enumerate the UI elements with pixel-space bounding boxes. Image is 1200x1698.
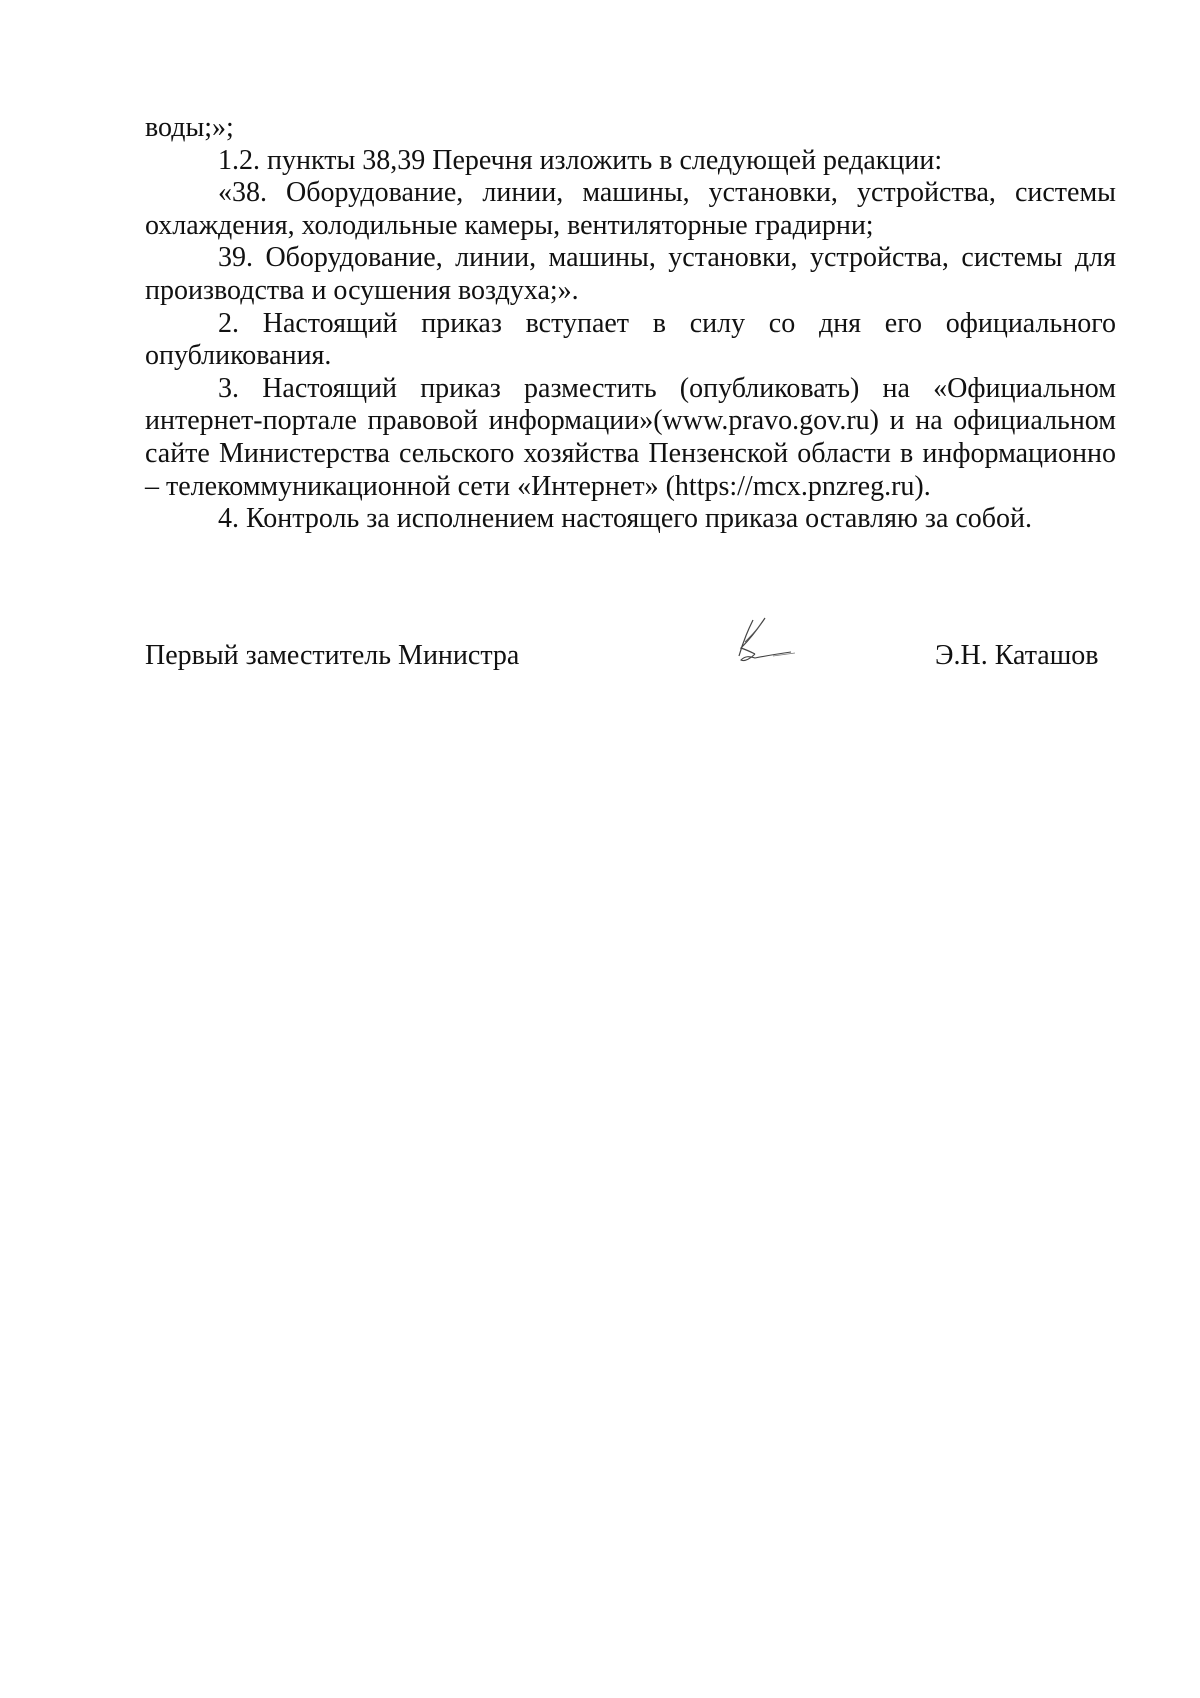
- paragraph-item-3: 3. Настоящий приказ разместить (опубликовать) на «Официальном интернет-портале правовой информации»(www.pravo.gov.ru) и на официальном сайте Министерства сельского хозяйства Пензенской области в информационно – телекоммуникационной сети «Интернет» (https://mcx.pnzreg.ru).: [145, 372, 1116, 502]
- signatory-position: Первый заместитель Министра: [145, 640, 520, 671]
- paragraph-continuation: воды;»;: [145, 112, 234, 143]
- document-body: [145, 112, 1116, 536]
- signatory-name: Э.Н. Каташов: [935, 640, 1099, 671]
- signature-block: [145, 630, 1116, 690]
- paragraph-item-39: 39. Оборудование, линии, машины, установки, устройства, системы для производства и осушения воздуха;».: [145, 242, 1116, 306]
- paragraph-item-2: 2. Настоящий приказ вступает в силу со дня его официального опубликования.: [145, 307, 1116, 372]
- paragraph-item-4: 4. Контроль за исполнением настоящего приказа оставляю за собой.: [218, 503, 1033, 535]
- handwritten-signature-icon: [725, 612, 805, 672]
- paragraph-item-38: «38. Оборудование, линии, машины, установки, устройства, системы охлаждения, холодильные камеры, вентиляторные градирни;: [145, 177, 1116, 241]
- paragraph-item-1-2: 1.2. пункты 38,39 Перечня изложить в следующей редакции:: [218, 144, 943, 176]
